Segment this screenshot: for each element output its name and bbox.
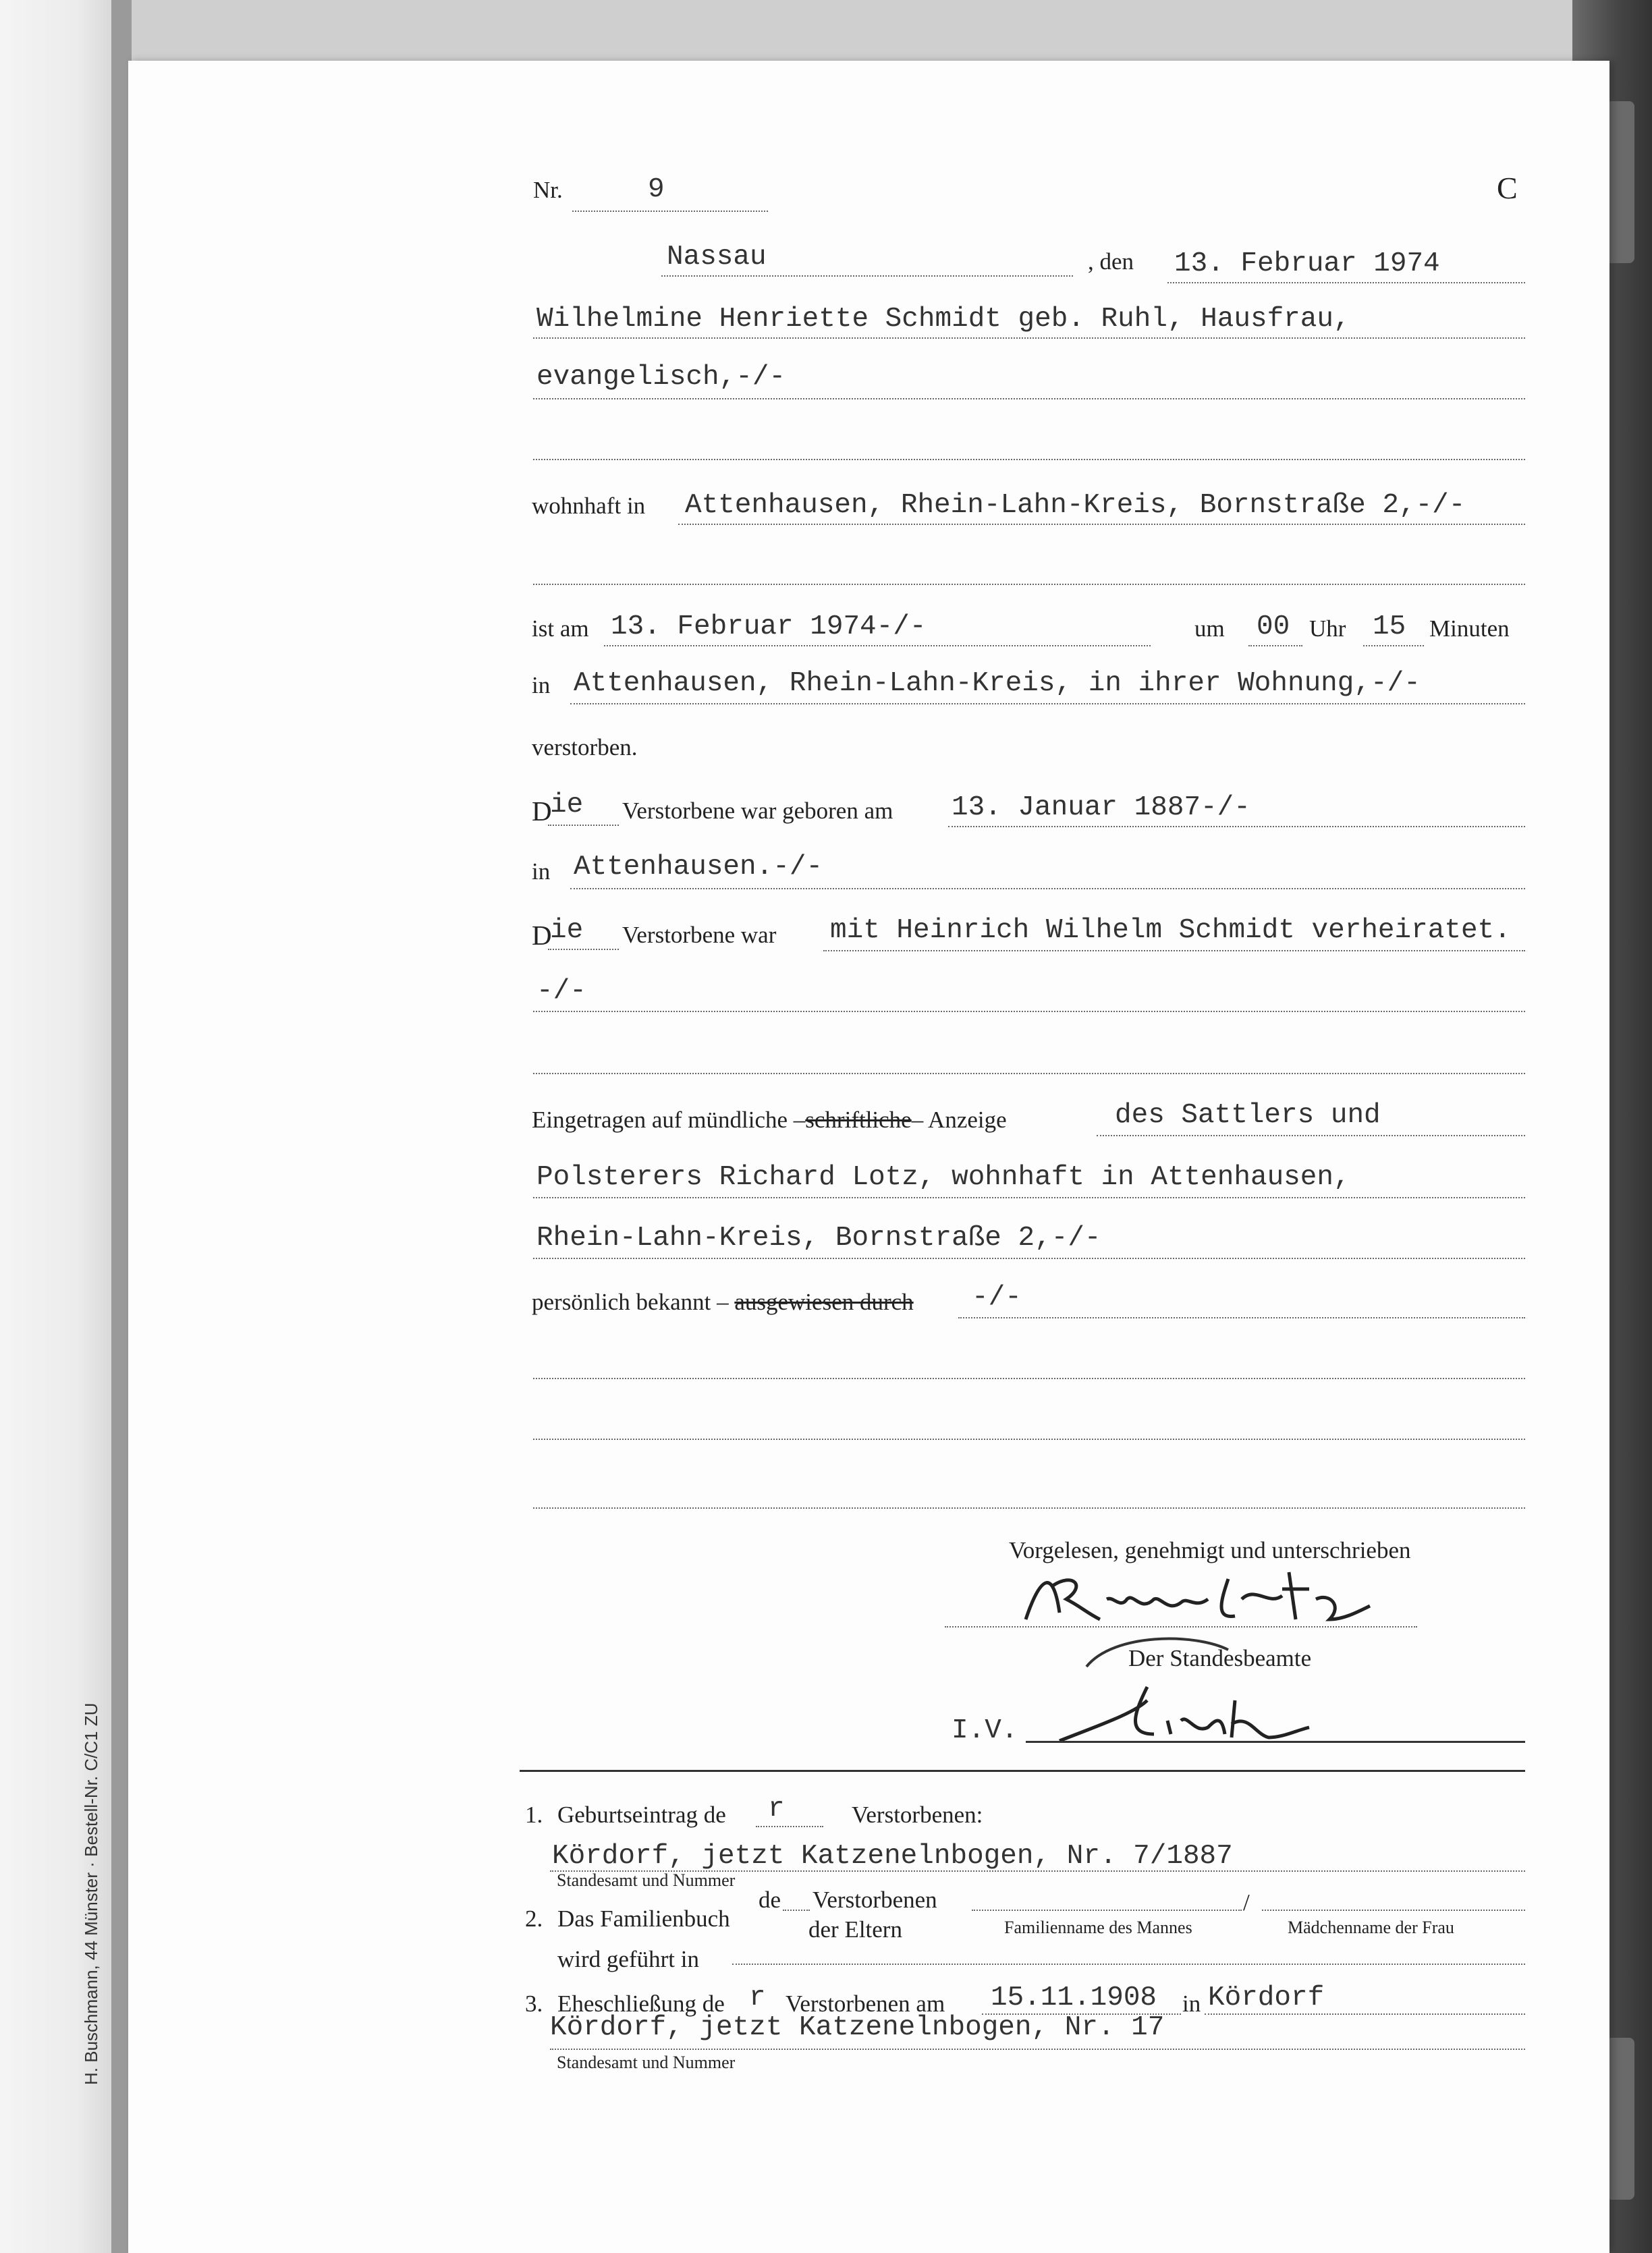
footnote-2-de-line [783, 1910, 810, 1911]
deceased-line-3 [533, 459, 1525, 460]
informant-dotted-2 [533, 1197, 1525, 1198]
verstorbene-war-label: Verstorbene war [622, 922, 777, 948]
bekannt-label [532, 1289, 914, 1316]
bekannt-label-start: persönlich bekannt – [532, 1289, 729, 1315]
wohnhaft-label: wohnhaft in [532, 493, 646, 519]
registration-label [532, 1107, 1007, 1134]
footnote-1-after: Verstorbenen: [852, 1802, 983, 1828]
record-date: 13. Februar 1974 [1174, 248, 1440, 279]
footnote-3-place-line [1205, 2013, 1525, 2015]
registration-label-struck: schriftliche [805, 1107, 912, 1133]
birth-place-line [570, 888, 1525, 889]
blank-line-5 [533, 1507, 1525, 1509]
footnote-2-wird-line [732, 1964, 1525, 1965]
footnote-2-slash: / [1243, 1889, 1250, 1916]
read-approved-label: Vorgelesen, genehmigt und unterschrieben [1009, 1537, 1411, 1563]
footnote-1-caption: Standesamt und Nummer [557, 1870, 736, 1890]
blank-line-1 [533, 584, 1525, 585]
bekannt-value: -/- [972, 1282, 1022, 1313]
footnote-2-wife-line [1262, 1910, 1525, 1911]
informant-line-1: des Sattlers und [1115, 1100, 1381, 1131]
marriage-line-2 [533, 1011, 1525, 1012]
footnote-2-husband-line [972, 1910, 1242, 1911]
left-page-edge [0, 0, 128, 2253]
hour-line [1248, 645, 1302, 646]
blank-line-3 [533, 1378, 1525, 1379]
registration-label-start: Eingetragen auf mündliche – [532, 1107, 806, 1133]
marriage-article-prefix: D [532, 920, 552, 951]
footnote-2-mann-caption: Familienname des Mannes [1004, 1918, 1192, 1937]
deceased-address: Attenhausen, Rhein-Lahn-Kreis, Bornstraße 2,-/- [685, 490, 1466, 521]
birth-date-line [948, 826, 1525, 827]
footnote-3-line [550, 2049, 1525, 2050]
binder-clip-bottom [1606, 2038, 1634, 2200]
footnote-3-suffix: r [749, 1982, 766, 2013]
footnote-1-label: Geburtseintrag de [557, 1802, 726, 1828]
bekannt-line [958, 1317, 1525, 1318]
spouse: mit Heinrich Wilhelm Schmidt verheiratet. [830, 915, 1511, 946]
footnote-3-date: 15.11.1908 [991, 1982, 1157, 2013]
birth-article-line [548, 825, 619, 826]
spouse-line [823, 950, 1525, 951]
minutes-line [1363, 645, 1424, 646]
bekannt-label-struck: ausgewiesen durch [734, 1289, 914, 1315]
deceased-religion: evangelisch,-/- [536, 362, 786, 393]
date-line [1167, 282, 1525, 283]
place: Nassau [667, 242, 767, 273]
printer-imprint: H. Buschmann, 44 Münster · Bestell-Nr. C/C1 ZU [81, 1702, 101, 2085]
informant-dotted-3 [533, 1258, 1525, 1259]
death-in-label: in [532, 672, 551, 698]
death-place-line [570, 703, 1525, 704]
registrar-label: Der Standesbeamte [1128, 1645, 1312, 1671]
death-place: Attenhausen, Rhein-Lahn-Kreis, in ihrer Wohnung,-/- [574, 668, 1421, 699]
iv-label: I.V. [952, 1715, 1018, 1746]
footnote-3-label: Eheschließung de [557, 1991, 725, 2017]
death-date: 13. Februar 1974-/- [611, 611, 927, 642]
footnote-2-verstorbenen: Verstorbenen [813, 1887, 937, 1913]
death-date-line [604, 645, 1151, 646]
footnote-3-in: in [1182, 1991, 1201, 2017]
informant-dotted-1 [1097, 1135, 1525, 1136]
marriage-article-line [548, 949, 619, 950]
binder-clip-top [1606, 101, 1634, 263]
nr-value: 9 [648, 174, 665, 205]
nr-label: Nr. [533, 177, 563, 203]
birth-article-prefix: D [532, 796, 552, 827]
footnote-3-number: 3. [525, 1991, 543, 2017]
footnote-2-wird: wird geführt in [557, 1946, 699, 1972]
address-line [678, 524, 1525, 525]
birth-article: ie [550, 789, 584, 820]
birth-place: Attenhausen.-/- [574, 852, 823, 883]
nr-line [572, 211, 768, 212]
footnote-3-place: Kördorf [1208, 1982, 1325, 2013]
deceased-line-1 [533, 337, 1525, 339]
footnote-1-number: 1. [525, 1802, 543, 1828]
informant-line-2: Polsterers Richard Lotz, wohnhaft in Attenhausen, [536, 1162, 1350, 1193]
footnote-3-caption: Standesamt und Nummer [557, 2053, 736, 2072]
birth-date: 13. Januar 1887-/- [952, 792, 1250, 823]
blank-line-4 [533, 1439, 1525, 1440]
footnote-2-label: Das Familienbuch [557, 1906, 730, 1932]
footnote-1-suffix-line [756, 1826, 823, 1827]
footnote-2-frau-caption: Mädchenname der Frau [1288, 1918, 1454, 1937]
den-label: , den [1088, 248, 1134, 275]
form-letter: C [1497, 171, 1518, 205]
footnote-3-value: Kördorf, jetzt Katzenelnbogen, Nr. 17 [550, 2012, 1165, 2043]
registrar-signature-line [1026, 1741, 1525, 1743]
blank-line-2 [533, 1073, 1525, 1074]
place-line [661, 275, 1073, 277]
footnote-1-suffix: r [768, 1793, 785, 1825]
marriage-article: ie [550, 915, 584, 946]
footnotes-divider [520, 1770, 1525, 1772]
death-hour: 00 [1257, 611, 1290, 642]
registration-label-end: – Anzeige [911, 1107, 1007, 1133]
verstorben-label: verstorben. [532, 734, 638, 760]
footnote-1-value: Kördorf, jetzt Katzenelnbogen, Nr. 7/1887 [552, 1841, 1233, 1872]
footnote-2-eltern: der Eltern [808, 1916, 902, 1943]
deceased-name-occupation: Wilhelmine Henriette Schmidt geb. Ruhl, Hausfrau, [536, 304, 1350, 335]
geboren-label: Verstorbene war geboren am [622, 798, 893, 824]
informant-line-3: Rhein-Lahn-Kreis, Bornstraße 2,-/- [536, 1223, 1101, 1254]
birth-in-label: in [532, 858, 551, 885]
ist-am-label: ist am [532, 615, 589, 642]
footnote-2-de: de [759, 1887, 781, 1913]
marriage-cont: -/- [536, 976, 586, 1007]
um-label: um [1194, 615, 1225, 642]
footnote-3-after: Verstorbenen am [786, 1991, 945, 2017]
uhr-label: Uhr [1309, 615, 1346, 642]
minuten-label: Minuten [1429, 615, 1510, 642]
deceased-line-2 [533, 398, 1525, 399]
death-minutes: 15 [1373, 611, 1406, 642]
footnote-2-number: 2. [525, 1906, 543, 1932]
